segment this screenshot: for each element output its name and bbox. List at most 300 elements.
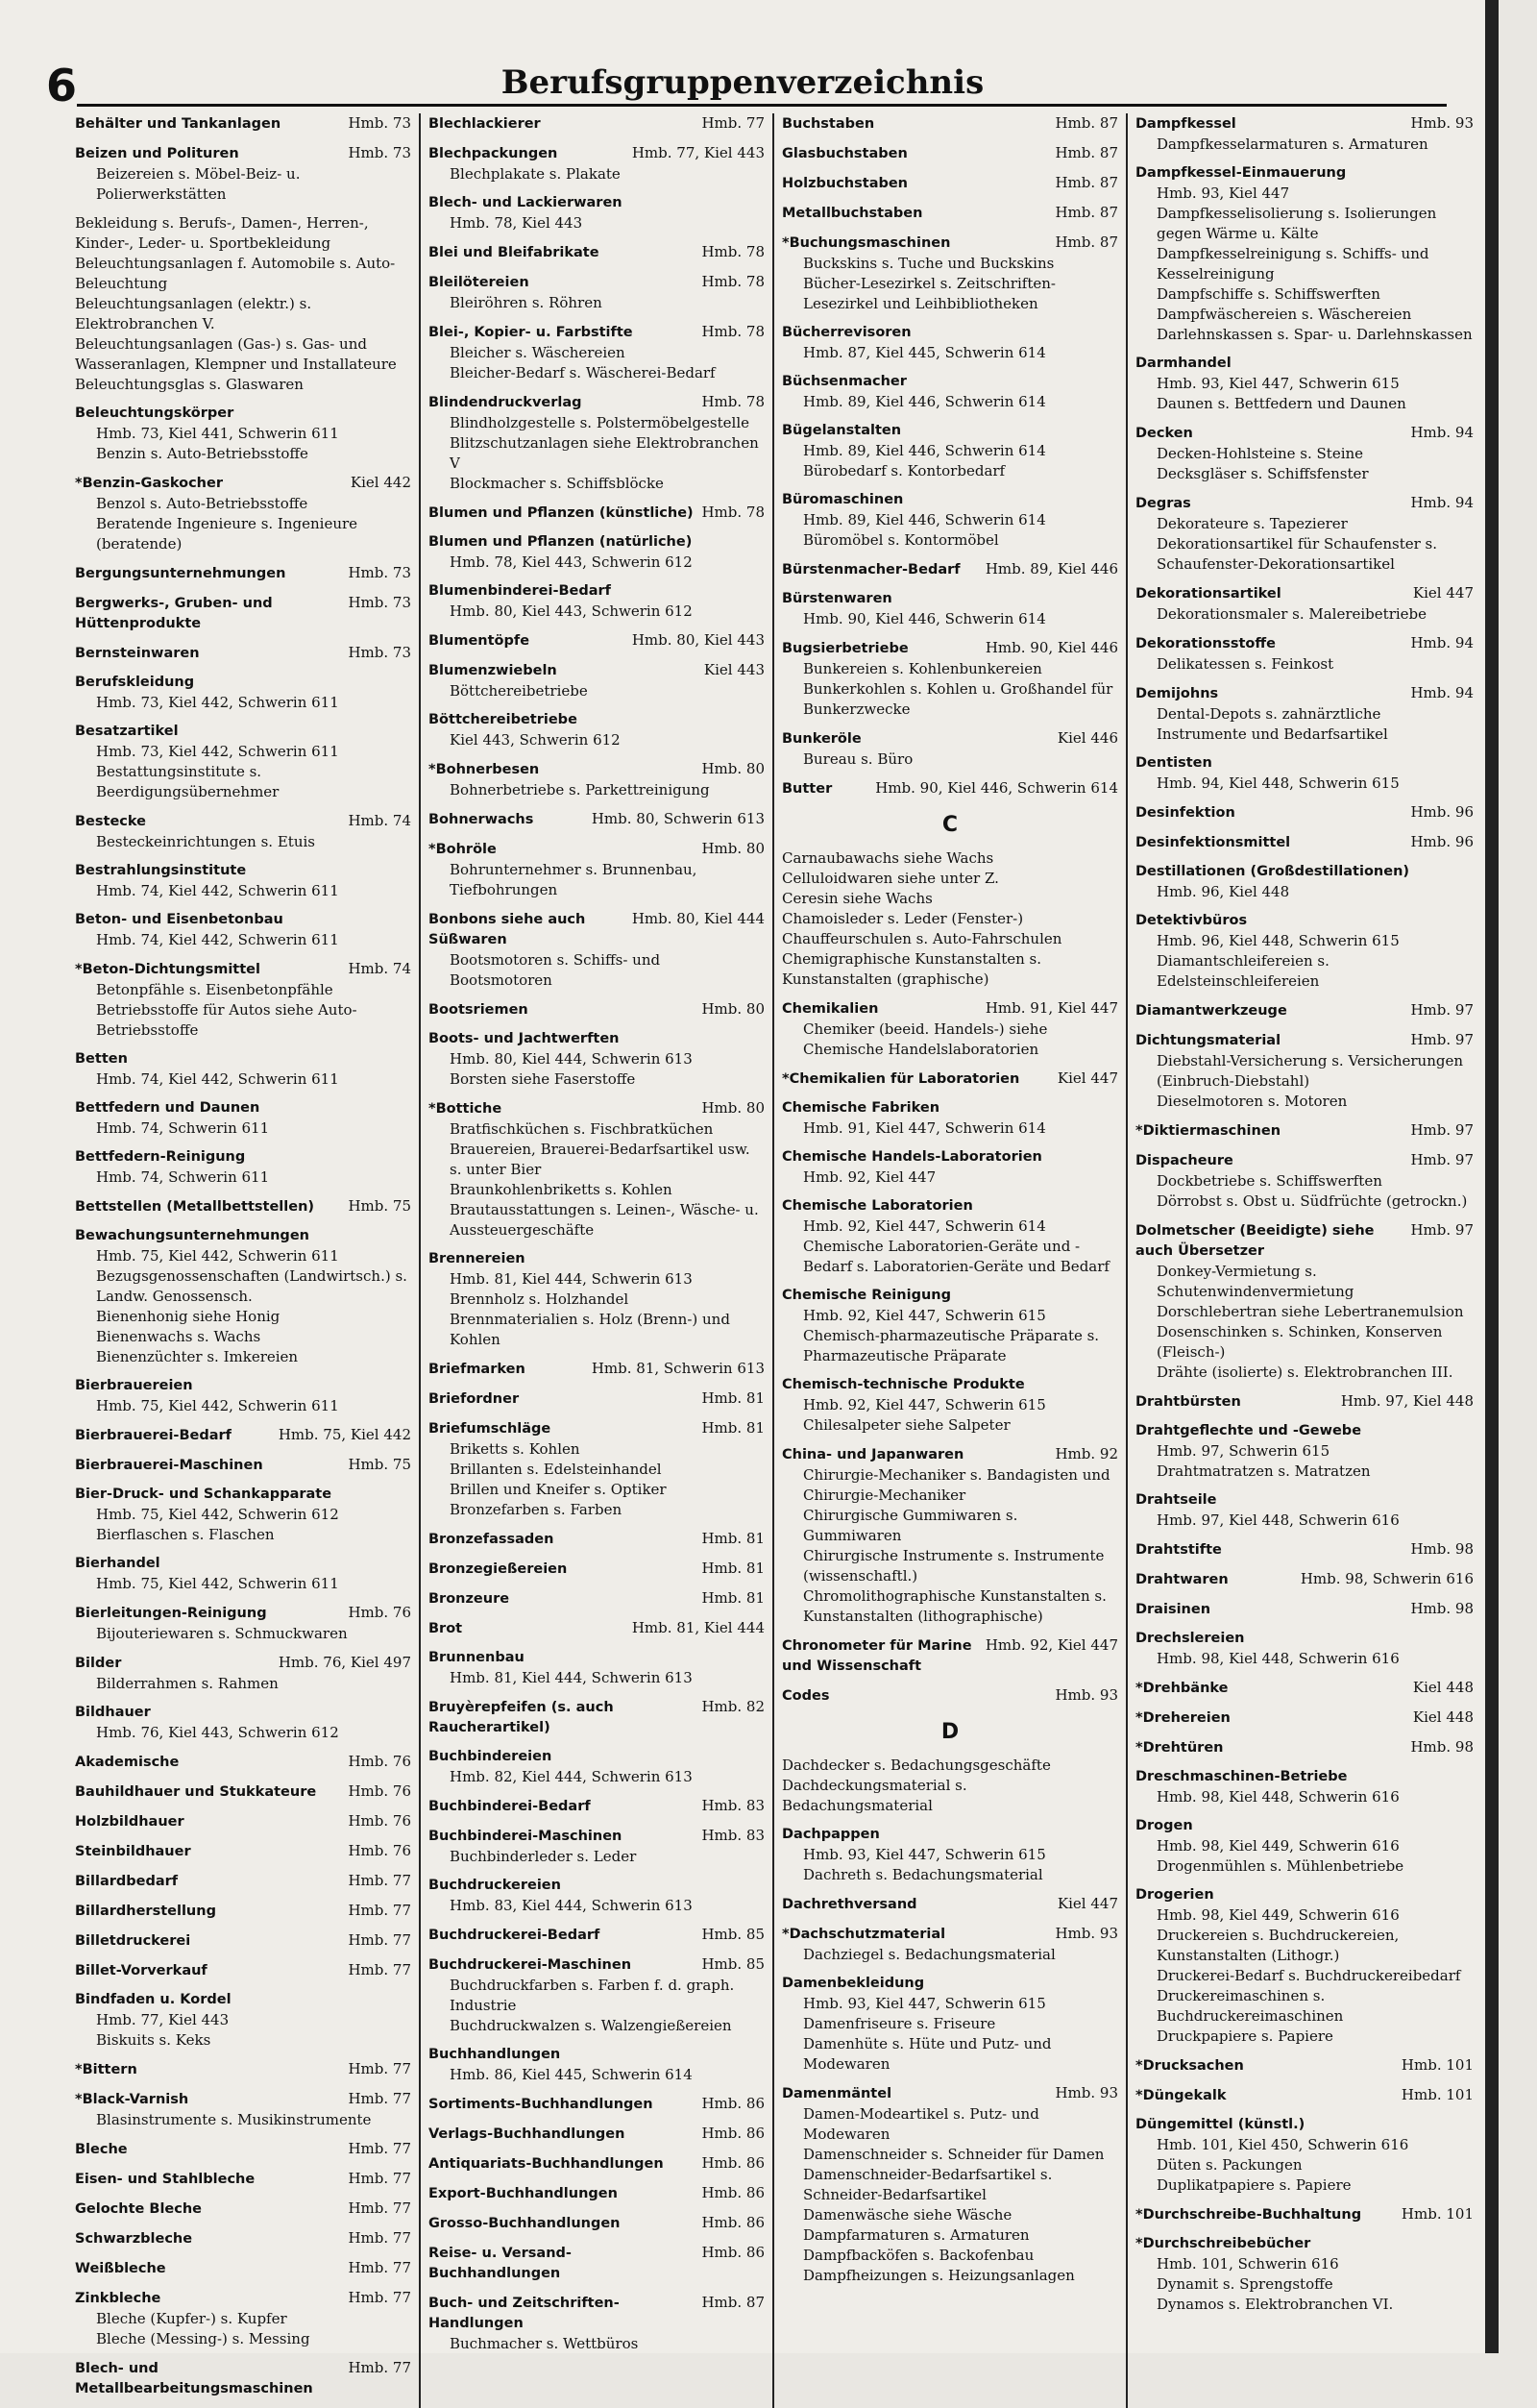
entry-term: Verlags-Buchhandlungen bbox=[428, 2126, 625, 2142]
entry-term: Drahtbürsten bbox=[1135, 1394, 1241, 1410]
entry-line: Betonpfähle s. Eisenbetonpfähle bbox=[96, 981, 333, 998]
entry-reference: Kiel 447 bbox=[1057, 1069, 1118, 1087]
index-entry bbox=[428, 2094, 765, 2115]
index-entry bbox=[428, 2124, 765, 2145]
entry-term: Blumen und Pflanzen (natürliche) bbox=[428, 534, 693, 550]
entry-line: Brennmaterialien s. Holz (Brenn-) und Kohlen bbox=[450, 1311, 730, 1348]
entry-line: Hmb. 93, Kiel 447, Schwerin 615 bbox=[803, 1995, 1046, 2012]
entry-heading bbox=[782, 1196, 1118, 1216]
entry-reference: Kiel 446 bbox=[1057, 729, 1118, 747]
entry-term: Buchdruckereien bbox=[428, 1878, 561, 1893]
entry-line: Hmb. 98, Kiel 449, Schwerin 616 bbox=[1157, 1906, 1400, 1924]
index-entry bbox=[75, 1990, 411, 2051]
index-entry bbox=[428, 1648, 765, 1688]
entry-heading bbox=[75, 2288, 411, 2309]
index-entry bbox=[75, 910, 411, 950]
entry-heading bbox=[75, 113, 411, 135]
entry-term: Bugsierbetriebe bbox=[782, 641, 909, 656]
entry-line: Bierflaschen s. Flaschen bbox=[96, 1526, 275, 1543]
entry-line: Dampfheizungen s. Heizungsanlagen bbox=[803, 2267, 1075, 2284]
entry-heading bbox=[1135, 163, 1474, 184]
index-entry bbox=[75, 1485, 411, 1545]
entry-term: Demijohns bbox=[1135, 686, 1219, 701]
entry-term: Blech- und Metallbearbeitungsmaschinen bbox=[75, 2361, 313, 2396]
entry-term: Bestrahlungsinstitute bbox=[75, 863, 247, 878]
index-entry bbox=[75, 1376, 411, 1416]
entry-term: Steinbildhauer bbox=[75, 1844, 191, 1859]
entry-term: Damenbekleidung bbox=[782, 1976, 925, 1991]
entry-term: *Black-Varnish bbox=[75, 2092, 189, 2107]
entry-term: Bilder bbox=[75, 1656, 122, 1671]
entry-term: *Drehereien bbox=[1135, 1710, 1231, 1726]
entry-line: Hmb. 77, Kiel 443 bbox=[96, 2011, 230, 2028]
index-entry bbox=[428, 503, 765, 524]
entry-reference: Hmb. 101 bbox=[1401, 2056, 1474, 2074]
entry-line: Böttchereibetriebe bbox=[450, 682, 588, 700]
entry-heading bbox=[428, 2153, 765, 2175]
entry-term: Draisinen bbox=[1135, 1602, 1211, 1617]
entry-term: Desinfektionsmittel bbox=[1135, 835, 1291, 850]
index-entry bbox=[428, 2153, 765, 2175]
entry-reference: Hmb. 75 bbox=[348, 1197, 411, 1215]
entry-heading bbox=[782, 728, 1118, 749]
entry-reference: Hmb. 74 bbox=[348, 812, 411, 829]
entry-line: Hmb. 89, Kiel 446, Schwerin 614 bbox=[803, 393, 1046, 410]
entry-heading bbox=[782, 1069, 1118, 1090]
entry-term: Berufskleidung bbox=[75, 675, 195, 690]
entry-heading bbox=[1135, 1539, 1474, 1560]
entry-line: Damenwäsche siehe Wäsche bbox=[803, 2206, 1012, 2224]
index-entry bbox=[1135, 113, 1474, 155]
index-entry bbox=[75, 1871, 411, 1892]
entry-term: Bergwerks-, Gruben- und Hüttenprodukte bbox=[75, 596, 273, 631]
entry-reference: Hmb. 77 bbox=[348, 2359, 411, 2376]
index-entry bbox=[1135, 1000, 1474, 1021]
entry-heading bbox=[782, 778, 1118, 799]
index-entry bbox=[1135, 1885, 1474, 2047]
entry-heading bbox=[782, 113, 1118, 135]
entry-term: Zinkbleche bbox=[75, 2291, 161, 2306]
entry-reference: Kiel 448 bbox=[1412, 1708, 1474, 1726]
index-entry bbox=[75, 643, 411, 664]
index-entry bbox=[1135, 683, 1474, 745]
entry-heading bbox=[428, 759, 765, 780]
entry-heading bbox=[75, 1603, 411, 1624]
entry-line: Daunen s. Bettfedern und Daunen bbox=[1157, 395, 1406, 412]
index-column-1 bbox=[75, 113, 421, 2408]
index-entry bbox=[75, 1841, 411, 1862]
entry-reference: Hmb. 78 bbox=[701, 323, 765, 340]
entry-term: Bleche bbox=[75, 2142, 128, 2157]
entry-line: Dampfkesselarmaturen s. Armaturen bbox=[1157, 135, 1428, 153]
entry-line: Dekorateure s. Tapezierer bbox=[1157, 515, 1348, 532]
entry-heading bbox=[1135, 1030, 1474, 1051]
entry-heading bbox=[75, 2169, 411, 2190]
entry-line: Brillen und Kneifer s. Optiker bbox=[450, 1481, 667, 1498]
index-entry bbox=[428, 1954, 765, 2036]
entry-reference: Hmb. 81, Schwerin 613 bbox=[591, 1360, 765, 1377]
entry-line: Damenfriseure s. Friseure bbox=[803, 2015, 996, 2032]
index-entry bbox=[1135, 1678, 1474, 1699]
entry-term: Drechslereien bbox=[1135, 1631, 1245, 1646]
entry-term: Bronzeure bbox=[428, 1591, 510, 1607]
entry-line: Beleuchtungsglas s. Glaswaren bbox=[75, 376, 304, 393]
entry-term: Drogen bbox=[1135, 1818, 1193, 1833]
entry-term: Dekorationsstoffe bbox=[1135, 636, 1276, 651]
entry-heading bbox=[1135, 1767, 1474, 1787]
entry-line: Blasinstrumente s. Musikinstrumente bbox=[96, 2111, 372, 2128]
index-entry bbox=[75, 1554, 411, 1594]
entry-term: *Dachschutzmaterial bbox=[782, 1927, 946, 1942]
entry-heading bbox=[428, 1925, 765, 1946]
index-entry bbox=[75, 2139, 411, 2160]
entry-heading bbox=[782, 1924, 1118, 1945]
index-entry bbox=[75, 811, 411, 852]
entry-term: Betten bbox=[75, 1051, 128, 1067]
entry-line: Drogenmühlen s. Mühlenbetriebe bbox=[1157, 1857, 1404, 1875]
index-entry bbox=[428, 2213, 765, 2234]
index-entry bbox=[1135, 862, 1474, 902]
index-entry bbox=[428, 1747, 765, 1787]
entry-reference: Hmb. 94 bbox=[1410, 494, 1474, 511]
index-entry bbox=[782, 559, 1118, 580]
entry-term: Eisen- und Stahlbleche bbox=[75, 2172, 256, 2187]
entry-term: Büromaschinen bbox=[782, 492, 904, 507]
entry-line: Buchdruckfarben s. Farben f. d. graph. Industrie bbox=[450, 1977, 735, 2014]
entry-reference: Hmb. 86 bbox=[701, 2244, 765, 2261]
entry-heading bbox=[428, 999, 765, 1020]
entry-reference: Hmb. 92 bbox=[1055, 1445, 1118, 1462]
entry-line: Dekorationsartikel für Schaufenster s. Schaufenster-Dekorationsartikel bbox=[1157, 535, 1438, 573]
entry-line: Hmb. 93, Kiel 447, Schwerin 615 bbox=[1157, 375, 1400, 392]
entry-heading bbox=[75, 2358, 411, 2399]
index-entry bbox=[782, 1375, 1118, 1436]
entry-reference: Kiel 442 bbox=[350, 474, 411, 491]
index-column-4 bbox=[1135, 113, 1481, 2408]
entry-line: Blitzschutzanlagen siehe Elektrobranchen V bbox=[450, 434, 759, 472]
index-entry bbox=[1135, 911, 1474, 992]
index-entry bbox=[428, 272, 765, 313]
entry-term: Bürstenwaren bbox=[782, 591, 892, 606]
index-entry bbox=[428, 2045, 765, 2085]
index-entry bbox=[428, 1588, 765, 1609]
entry-term: Bernsteinwaren bbox=[75, 646, 200, 661]
entry-heading bbox=[428, 1359, 765, 1380]
entry-heading bbox=[428, 1747, 765, 1767]
entry-line: Darlehnskassen s. Spar- u. Darlehnskassen bbox=[1157, 326, 1473, 343]
entry-term: Codes bbox=[782, 1688, 830, 1704]
entry-term: *Bottiche bbox=[428, 1101, 502, 1117]
entry-term: Dachrethversand bbox=[782, 1897, 917, 1912]
entry-heading bbox=[1135, 1708, 1474, 1729]
entry-line: Buchmacher s. Wettbüros bbox=[450, 2335, 639, 2352]
entry-term: Beton- und Eisenbetonbau bbox=[75, 912, 283, 927]
index-entry bbox=[75, 2089, 411, 2130]
entry-reference: Hmb. 76, Kiel 497 bbox=[278, 1654, 411, 1671]
index-entry bbox=[1135, 1767, 1474, 1807]
entry-heading bbox=[782, 1444, 1118, 1465]
entry-reference: Hmb. 75 bbox=[348, 1456, 411, 1473]
entry-reference: Hmb. 101 bbox=[1401, 2205, 1474, 2223]
entry-line: Hmb. 75, Kiel 442, Schwerin 611 bbox=[96, 1247, 339, 1265]
entry-term: Blumen und Pflanzen (künstliche) bbox=[428, 505, 694, 521]
index-entry bbox=[75, 1901, 411, 1922]
entry-line: Bronzefarben s. Farben bbox=[450, 1501, 622, 1518]
index-entry bbox=[75, 1811, 411, 1832]
entry-heading bbox=[1135, 354, 1474, 374]
index-entry bbox=[75, 563, 411, 584]
entry-reference: Hmb. 76 bbox=[348, 1604, 411, 1621]
entry-term: Drahtwaren bbox=[1135, 1572, 1229, 1587]
entry-heading bbox=[428, 1618, 765, 1639]
index-entry bbox=[75, 2288, 411, 2349]
entry-line: Brauereien, Brauerei-Bedarfsartikel usw. s. unter Bier bbox=[450, 1141, 750, 1178]
index-entry bbox=[428, 1029, 765, 1090]
entry-line: Drahtmatratzen s. Matratzen bbox=[1157, 1462, 1371, 1480]
entry-reference: Hmb. 96 bbox=[1410, 833, 1474, 850]
entry-reference: Hmb. 90, Kiel 446 bbox=[985, 639, 1118, 656]
index-entry bbox=[428, 1618, 765, 1639]
entry-term: Dampfkessel bbox=[1135, 116, 1236, 132]
index-entry bbox=[782, 638, 1118, 720]
index-entry bbox=[782, 113, 1118, 135]
entry-term: Bildhauer bbox=[75, 1705, 151, 1720]
entry-line: Buckskins s. Tuche und Buckskins bbox=[803, 255, 1055, 272]
entry-heading bbox=[428, 1029, 765, 1049]
entry-term: Drahtseile bbox=[1135, 1492, 1217, 1508]
entry-reference: Hmb. 80, Schwerin 613 bbox=[591, 810, 765, 827]
index-entry bbox=[1135, 1629, 1474, 1669]
entry-reference: Hmb. 77, Kiel 443 bbox=[631, 144, 765, 161]
entry-term: *Diktiermaschinen bbox=[1135, 1123, 1281, 1139]
index-entry bbox=[428, 1249, 765, 1350]
entry-term: Diamantwerkzeuge bbox=[1135, 1003, 1287, 1019]
entry-line: Bleiröhren s. Röhren bbox=[450, 294, 602, 311]
entry-reference: Hmb. 87 bbox=[1055, 174, 1118, 191]
entry-line: Hmb. 96, Kiel 448 bbox=[1157, 883, 1290, 900]
entry-heading bbox=[75, 2258, 411, 2279]
entry-reference: Hmb. 98 bbox=[1410, 1540, 1474, 1558]
index-entry bbox=[428, 1098, 765, 1241]
entry-term: Büchsenmacher bbox=[782, 374, 907, 389]
entry-term: Bunkeröle bbox=[782, 731, 862, 747]
entry-heading bbox=[428, 1249, 765, 1269]
entry-reference: Hmb. 73 bbox=[348, 114, 411, 132]
entry-heading bbox=[1135, 2055, 1474, 2076]
index-entry bbox=[75, 143, 411, 205]
entry-term: Bindfaden u. Kordel bbox=[75, 1992, 232, 2007]
index-entry bbox=[1135, 1490, 1474, 1531]
entry-line: Duplikatpapiere s. Papiere bbox=[1157, 2176, 1352, 2194]
header-rule bbox=[77, 104, 1447, 107]
entry-line: Hmb. 75, Kiel 442, Schwerin 612 bbox=[96, 1506, 339, 1523]
index-entry bbox=[75, 2228, 411, 2249]
entry-line: Dynamit s. Sprengstoffe bbox=[1157, 2275, 1333, 2293]
entry-term: *Drehtüren bbox=[1135, 1740, 1224, 1756]
entry-reference: Hmb. 87 bbox=[701, 2294, 765, 2311]
entry-line: Hmb. 98, Kiel 449, Schwerin 616 bbox=[1157, 1837, 1400, 1855]
entry-reference: Hmb. 78 bbox=[701, 273, 765, 290]
index-entry bbox=[428, 1925, 765, 1946]
entry-heading bbox=[428, 2124, 765, 2145]
entry-heading bbox=[75, 1098, 411, 1118]
entry-line: Bootsmotoren s. Schiffs- und Bootsmotoren bbox=[450, 951, 661, 989]
entry-term: Chemische Handels-Laboratorien bbox=[782, 1149, 1042, 1165]
index-entry bbox=[782, 1069, 1118, 1090]
entry-reference: Hmb. 73 bbox=[348, 644, 411, 661]
index-entry bbox=[782, 372, 1118, 412]
entry-heading bbox=[1135, 1678, 1474, 1699]
entry-heading bbox=[1135, 2085, 1474, 2106]
entry-line: Hmb. 87, Kiel 445, Schwerin 614 bbox=[803, 344, 1046, 361]
entry-line: Dental-Depots s. zahnärztliche Instrumente und Bedarfsartikel bbox=[1157, 705, 1388, 743]
entry-line: Hmb. 76, Kiel 443, Schwerin 612 bbox=[96, 1724, 339, 1741]
entry-term: Bonbons siehe auch Süßwaren bbox=[428, 912, 586, 947]
entry-term: Dichtungsmaterial bbox=[1135, 1033, 1281, 1048]
entry-line: Beleuchtungsanlagen f. Automobile s. Auto-Beleuchtung bbox=[75, 255, 396, 292]
entry-heading bbox=[75, 1653, 411, 1674]
entry-term: Export-Buchhandlungen bbox=[428, 2186, 618, 2201]
entry-line: Bienenzüchter s. Imkereien bbox=[96, 1348, 299, 1365]
entry-line: Beratende Ingenieure s. Ingenieure (beratende) bbox=[96, 515, 358, 553]
entry-heading bbox=[75, 1485, 411, 1505]
entry-term: Bohnerwachs bbox=[428, 812, 534, 827]
entry-line: Dampfbacköfen s. Backofenbau bbox=[803, 2247, 1035, 2264]
index-entry bbox=[75, 2199, 411, 2220]
index-entry bbox=[428, 999, 765, 1020]
entry-heading bbox=[1135, 1421, 1474, 1441]
index-entry bbox=[782, 1635, 1118, 1677]
index-entry bbox=[428, 113, 765, 135]
entry-heading bbox=[782, 1685, 1118, 1707]
entry-heading bbox=[428, 272, 765, 293]
entry-reference: Hmb. 77 bbox=[348, 2199, 411, 2217]
entry-line: Dorschlebertran siehe Lebertranemulsion bbox=[1157, 1303, 1464, 1320]
entry-line: Hmb. 81, Kiel 444, Schwerin 613 bbox=[450, 1270, 693, 1288]
entry-heading bbox=[428, 503, 765, 524]
index-entry bbox=[75, 1703, 411, 1743]
index-entry bbox=[428, 809, 765, 830]
entry-reference: Hmb. 80, Kiel 444 bbox=[631, 910, 765, 927]
entry-reference: Hmb. 98, Schwerin 616 bbox=[1300, 1570, 1474, 1587]
entry-heading bbox=[1135, 832, 1474, 853]
entry-line: Beizereien s. Möbel-Beiz- u. Polierwerkstätten bbox=[96, 165, 301, 203]
entry-heading bbox=[782, 1635, 1118, 1677]
entry-heading bbox=[75, 1554, 411, 1574]
entry-term: Chemisch-technische Produkte bbox=[782, 1377, 1025, 1392]
entry-term: Buchdruckerei-Bedarf bbox=[428, 1928, 600, 1943]
index-entry bbox=[782, 1098, 1118, 1139]
entry-heading bbox=[75, 473, 411, 494]
entry-line: Beleuchtungsanlagen (Gas-) s. Gas- und Wasseranlagen, Klempner und Installateure bbox=[75, 335, 397, 373]
entry-line: Damenhüte s. Hüte und Putz- und Modewaren bbox=[803, 2035, 1052, 2073]
index-entry bbox=[1135, 1539, 1474, 1560]
entry-term: Buchbinderei-Maschinen bbox=[428, 1829, 622, 1844]
entry-term: Akademische bbox=[75, 1755, 180, 1770]
entry-heading bbox=[428, 2094, 765, 2115]
entry-reference: Hmb. 81 bbox=[701, 1389, 765, 1407]
entry-line: Chemische Laboratorien-Geräte und -Bedarf s. Laboratorien-Geräte und Bedarf bbox=[803, 1238, 1110, 1275]
index-entry bbox=[782, 1286, 1118, 1366]
entry-term: Dolmetscher (Beeidigte) siehe auch Übersetzer bbox=[1135, 1223, 1375, 1259]
entry-term: Blumenzwiebeln bbox=[428, 663, 557, 678]
entry-reference: Hmb. 76 bbox=[348, 1753, 411, 1770]
entry-heading bbox=[782, 203, 1118, 224]
index-entry bbox=[782, 2083, 1118, 2286]
entry-line: Hmb. 81, Kiel 444, Schwerin 613 bbox=[450, 1669, 693, 1686]
index-entry bbox=[428, 322, 765, 383]
entry-line: Hmb. 82, Kiel 444, Schwerin 613 bbox=[450, 1768, 693, 1785]
entry-heading bbox=[1135, 113, 1474, 135]
entry-heading bbox=[428, 1559, 765, 1580]
entry-reference: Hmb. 94 bbox=[1410, 424, 1474, 441]
entry-line: Bilderrahmen s. Rahmen bbox=[96, 1675, 279, 1692]
entry-term: Billardherstellung bbox=[75, 1904, 216, 1919]
entry-reference: Hmb. 93 bbox=[1055, 1925, 1118, 1942]
entry-reference: Hmb. 77 bbox=[348, 2259, 411, 2276]
entry-heading bbox=[428, 2243, 765, 2284]
entry-reference: Hmb. 74 bbox=[348, 960, 411, 977]
entry-heading bbox=[428, 1796, 765, 1817]
entry-term: Antiquariats-Buchhandlungen bbox=[428, 2156, 664, 2172]
entry-heading bbox=[782, 559, 1118, 580]
entry-heading bbox=[428, 193, 765, 213]
entry-term: Reise- u. Versand-Buchhandlungen bbox=[428, 2246, 572, 2281]
entry-heading bbox=[1135, 1629, 1474, 1649]
page-header bbox=[0, 0, 1485, 111]
index-entry bbox=[1135, 1030, 1474, 1112]
entry-term: *Bittern bbox=[75, 2062, 137, 2077]
entry-term: Holzbildhauer bbox=[75, 1814, 184, 1830]
entry-term: Schwarzbleche bbox=[75, 2231, 193, 2247]
entry-heading bbox=[1135, 683, 1474, 704]
entry-term: Bierbrauerei-Bedarf bbox=[75, 1428, 232, 1443]
entry-heading bbox=[428, 1954, 765, 1976]
entry-heading bbox=[1135, 911, 1474, 931]
entry-reference: Hmb. 77 bbox=[348, 2170, 411, 2187]
entry-line: Dampfkesselisolierung s. Isolierungen gegen Wärme u. Kälte bbox=[1157, 205, 1437, 242]
index-entry bbox=[782, 1825, 1118, 1885]
entry-line: Blindholzgestelle s. Polstermöbelgestelle bbox=[450, 414, 749, 431]
entry-heading bbox=[75, 1226, 411, 1246]
index-entry bbox=[75, 1960, 411, 1981]
entry-heading bbox=[75, 1425, 411, 1446]
entry-line: Damenschneider-Bedarfsartikel s. Schneider-Bedarfsartikel bbox=[803, 2166, 1053, 2203]
entry-line: Hmb. 74, Schwerin 611 bbox=[96, 1119, 270, 1137]
entry-line: Briketts s. Kohlen bbox=[450, 1440, 580, 1458]
entry-line: Hmb. 73, Kiel 442, Schwerin 611 bbox=[96, 743, 339, 760]
entry-term: *Bohnerbesen bbox=[428, 762, 540, 777]
entry-heading bbox=[1135, 633, 1474, 654]
entry-line: Dockbetriebe s. Schiffswerften bbox=[1157, 1172, 1382, 1190]
entry-heading bbox=[1135, 2115, 1474, 2135]
index-entry bbox=[75, 113, 411, 135]
entry-term: Bronzefassaden bbox=[428, 1532, 554, 1547]
entry-line: Druckpapiere s. Papiere bbox=[1157, 2027, 1333, 2045]
entry-line: Beleuchtungsanlagen (elektr.) s. Elektrobranchen V. bbox=[75, 295, 312, 332]
entry-line: Dachdecker s. Bedachungsgeschäfte bbox=[782, 1757, 1051, 1774]
entry-term: Dampfkessel-Einmauerung bbox=[1135, 165, 1347, 181]
entry-heading bbox=[428, 2293, 765, 2334]
entry-term: *Benzin-Gaskocher bbox=[75, 476, 223, 491]
entry-heading bbox=[428, 242, 765, 263]
entry-heading bbox=[428, 113, 765, 135]
entry-reference: Hmb. 80 bbox=[701, 1000, 765, 1018]
entry-reference: Hmb. 97 bbox=[1410, 1221, 1474, 1239]
entry-term: Glasbuchstaben bbox=[782, 146, 908, 161]
entry-heading bbox=[1135, 1391, 1474, 1413]
entry-reference: Hmb. 86 bbox=[701, 2184, 765, 2201]
